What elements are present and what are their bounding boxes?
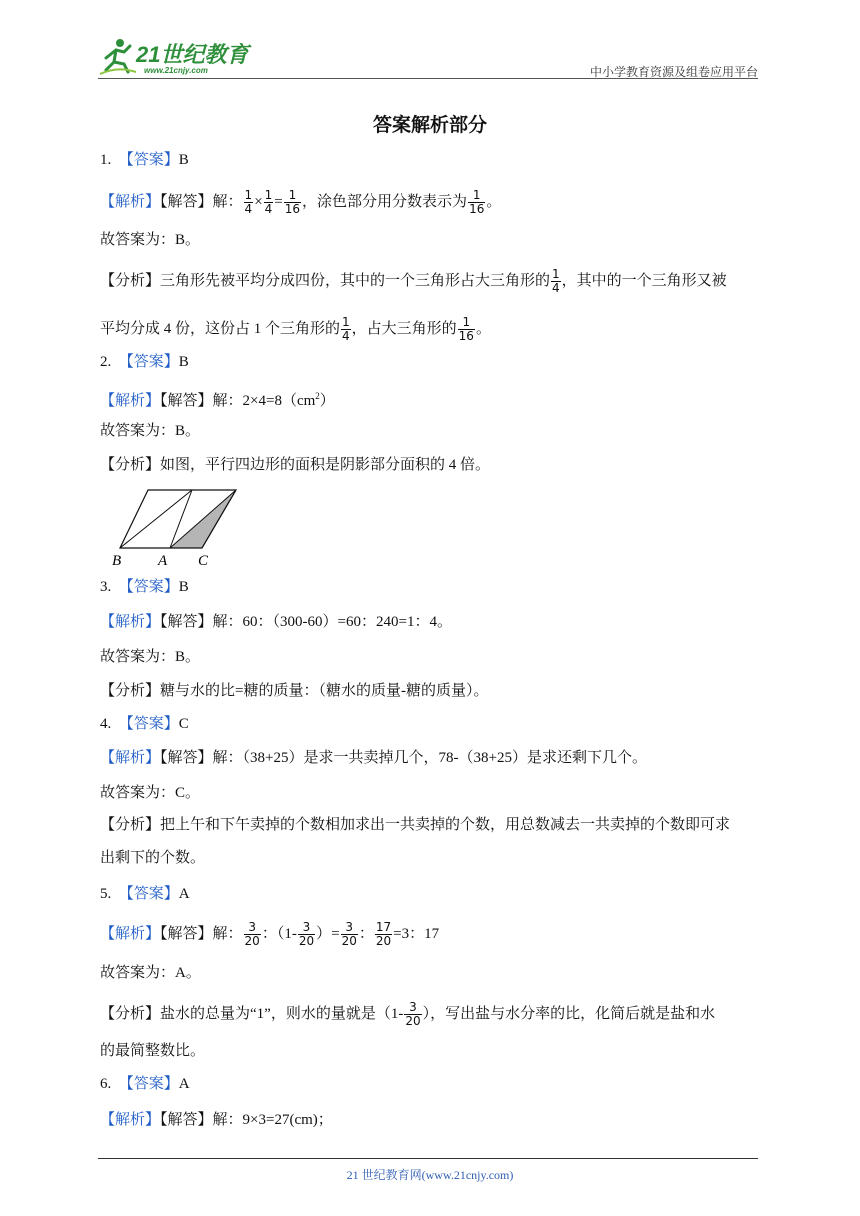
- q3-answer-line: [100, 577, 189, 597]
- q5-number: 5.: [100, 886, 112, 902]
- analysis-tag: 【解析】: [100, 925, 161, 942]
- logo-text: 21世纪教育: [136, 42, 249, 67]
- analysis-tag: 【解析】: [100, 1112, 161, 1128]
- logo-url: www.21cnjy.com: [144, 66, 208, 75]
- q5-analysis-line-2: 的最简整数比。: [100, 1043, 206, 1059]
- q6-solution-line: [100, 1110, 333, 1130]
- q2-number: 2.: [100, 354, 112, 370]
- q6-answer-line: [100, 1074, 190, 1094]
- figure-label-b: B: [112, 553, 122, 569]
- fenxi-tag: 【分析】: [100, 683, 161, 699]
- q3-answer: B: [178, 579, 189, 595]
- answer-tag: 【答案】: [118, 152, 179, 168]
- q6-answer: A: [178, 1076, 190, 1092]
- q1-analysis-line-1: [100, 268, 727, 295]
- q5-sol-prefix: 解：: [212, 925, 243, 942]
- q2-sol-end: ）: [319, 393, 335, 409]
- q1-sol-text: ，涂色部分用分数表示为: [302, 193, 468, 210]
- answer-tag: 【答案】: [118, 1076, 179, 1092]
- footer-link[interactable]: 21 世纪教育网(www.21cnjy.com): [346, 1168, 514, 1182]
- fraction: $\frac{17}{20}$: [375, 920, 392, 948]
- q3-analysis-line: [100, 681, 488, 701]
- fraction: $\frac{1}{16}$: [284, 188, 301, 216]
- solution-tag: 【解答】: [160, 193, 213, 210]
- fenxi-tag: 【分析】: [100, 817, 161, 833]
- footer-divider: [98, 1158, 758, 1159]
- q1-fx-text: 三角形先被平均分成四份，其中的一个三角形占大三角形的: [160, 272, 551, 289]
- runner-logo-icon: [98, 36, 138, 76]
- answer-tag: 【答案】: [118, 354, 179, 370]
- q4-final: 故答案为：C。: [100, 785, 201, 801]
- q2-sol-text: 解：2×4=8（cm: [212, 393, 316, 409]
- fraction: $\frac{3}{20}$: [244, 920, 260, 948]
- solution-tag: 【解答】: [160, 393, 213, 409]
- q2-answer: B: [178, 354, 189, 370]
- analysis-tag: 【解析】: [100, 393, 161, 409]
- q2-sol-sup: 2: [315, 391, 320, 401]
- q5-answer-line: [100, 884, 190, 904]
- q3-sol-text: 解：60：（300-60）=60：240=1：4。: [212, 614, 452, 630]
- fraction: $\frac{1}{4}$: [244, 188, 253, 216]
- analysis-tag: 【解析】: [100, 193, 161, 210]
- q2-fx-text: 如图，平行四边形的面积是阴影部分面积的 4 倍。: [160, 457, 491, 473]
- solution-tag: 【解答】: [160, 1112, 213, 1128]
- q3-solution-line: [100, 612, 452, 632]
- figure-label-a: A: [158, 553, 168, 569]
- header-platform-text: 中小学教育资源及组卷应用平台: [589, 65, 758, 79]
- q5-fx-text: ），写出盐与水分率的比，化简后就是盐和水: [422, 1005, 716, 1022]
- q4-fx-text: 把上午和下午卖掉的个数相加求出一共卖掉的个数，用总数减去一共卖掉的个数即可求: [160, 817, 731, 833]
- q1-number: 1.: [100, 152, 112, 168]
- q1-solution-line: 【解析】【解答】解： $\frac{1}{4}$ × $\frac{1}{4}$ = $\frac{1}{16}$ ，涂色部分用分数表示为 $\frac{1}{16}$ 。: [100, 188, 502, 216]
- fraction: $\frac{3}{20}$: [298, 920, 315, 948]
- q1-analysis-line-2: [100, 316, 491, 343]
- logo: [98, 36, 268, 78]
- solution-tag: 【解答】: [160, 750, 213, 766]
- answer-tag: 【答案】: [118, 579, 179, 595]
- q4-solution-line: [100, 748, 647, 768]
- fenxi-tag: 【分析】: [100, 272, 161, 289]
- q2-final: 故答案为：B。: [100, 423, 201, 439]
- fraction: $\frac{1}{4}$: [552, 267, 560, 295]
- q1-fx-text: 。: [475, 320, 491, 337]
- fenxi-tag: 【分析】: [100, 1005, 161, 1022]
- q5-solution-line: 【解析】【解答】解： $\frac{3}{20}$ ：（1- $\frac{3}{20}$ ）= $\frac{3}{20}$ ： $\frac{17}{20}$ =3：17: [100, 920, 440, 948]
- q1-fx-text: ，占大三角形的: [351, 320, 457, 337]
- q5-analysis-line-1: [100, 1001, 715, 1028]
- q4-analysis-line-1: [100, 815, 730, 835]
- fraction: $\frac{3}{20}$: [341, 920, 357, 948]
- q6-number: 6.: [100, 1076, 112, 1092]
- q1-sol-end: 。: [486, 193, 502, 210]
- q2-answer-line: [100, 352, 189, 372]
- q1-answer-line: [100, 150, 189, 170]
- q3-number: 3.: [100, 579, 112, 595]
- solution-tag: 【解答】: [160, 614, 213, 630]
- page-header: [98, 30, 758, 80]
- q6-sol-text: 解：9×3=27(cm)；: [212, 1112, 333, 1128]
- q4-analysis-line-2: 出剩下的个数。: [100, 850, 206, 866]
- q5-answer: A: [178, 886, 190, 902]
- q5-fx-text: 盐水的总量为“1”，则水的量就是（1-: [160, 1005, 404, 1022]
- q5-sol-tail: =3：17: [393, 925, 440, 942]
- analysis-tag: 【解析】: [100, 750, 161, 766]
- q2-solution-line: [100, 386, 335, 411]
- fenxi-tag: 【分析】: [100, 457, 161, 473]
- q4-answer: C: [178, 716, 189, 732]
- q1-final: 故答案为：B。: [100, 232, 201, 248]
- q1-fx-text: 平均分成 4 份，这份占 1 个三角形的: [100, 320, 341, 337]
- q1-answer: B: [178, 152, 189, 168]
- q4-answer-line: [100, 714, 189, 734]
- q1-sol-prefix: 解：: [212, 193, 243, 210]
- answer-tag: 【答案】: [118, 716, 179, 732]
- q5-final: 故答案为：A。: [100, 965, 201, 981]
- analysis-tag: 【解析】: [100, 614, 161, 630]
- figure-label-c: C: [198, 553, 209, 569]
- parallelogram-figure: [110, 482, 250, 572]
- fraction: $\frac{1}{16}$: [469, 188, 485, 216]
- q3-fx-text: 糖与水的比=糖的质量：（糖水的质量-糖的质量）。: [160, 683, 489, 699]
- page-title: 答案解析部分: [372, 114, 487, 136]
- q3-final: 故答案为：B。: [100, 649, 201, 665]
- q2-analysis-line: [100, 455, 490, 475]
- fraction: $\frac{1}{4}$: [264, 188, 273, 216]
- solution-tag: 【解答】: [160, 925, 213, 942]
- fraction: $\frac{1}{16}$: [458, 315, 474, 343]
- fraction: $\frac{1}{4}$: [342, 315, 350, 343]
- fraction: $\frac{3}{20}$: [405, 1000, 421, 1028]
- header-divider: [98, 78, 758, 79]
- q1-fx-text: ，其中的一个三角形又被: [561, 272, 727, 289]
- answer-tag: 【答案】: [118, 886, 179, 902]
- q4-sol-text: 解：（38+25）是求一共卖掉几个，78-（38+25）是求还剩下几个。: [212, 750, 647, 766]
- q4-number: 4.: [100, 716, 112, 732]
